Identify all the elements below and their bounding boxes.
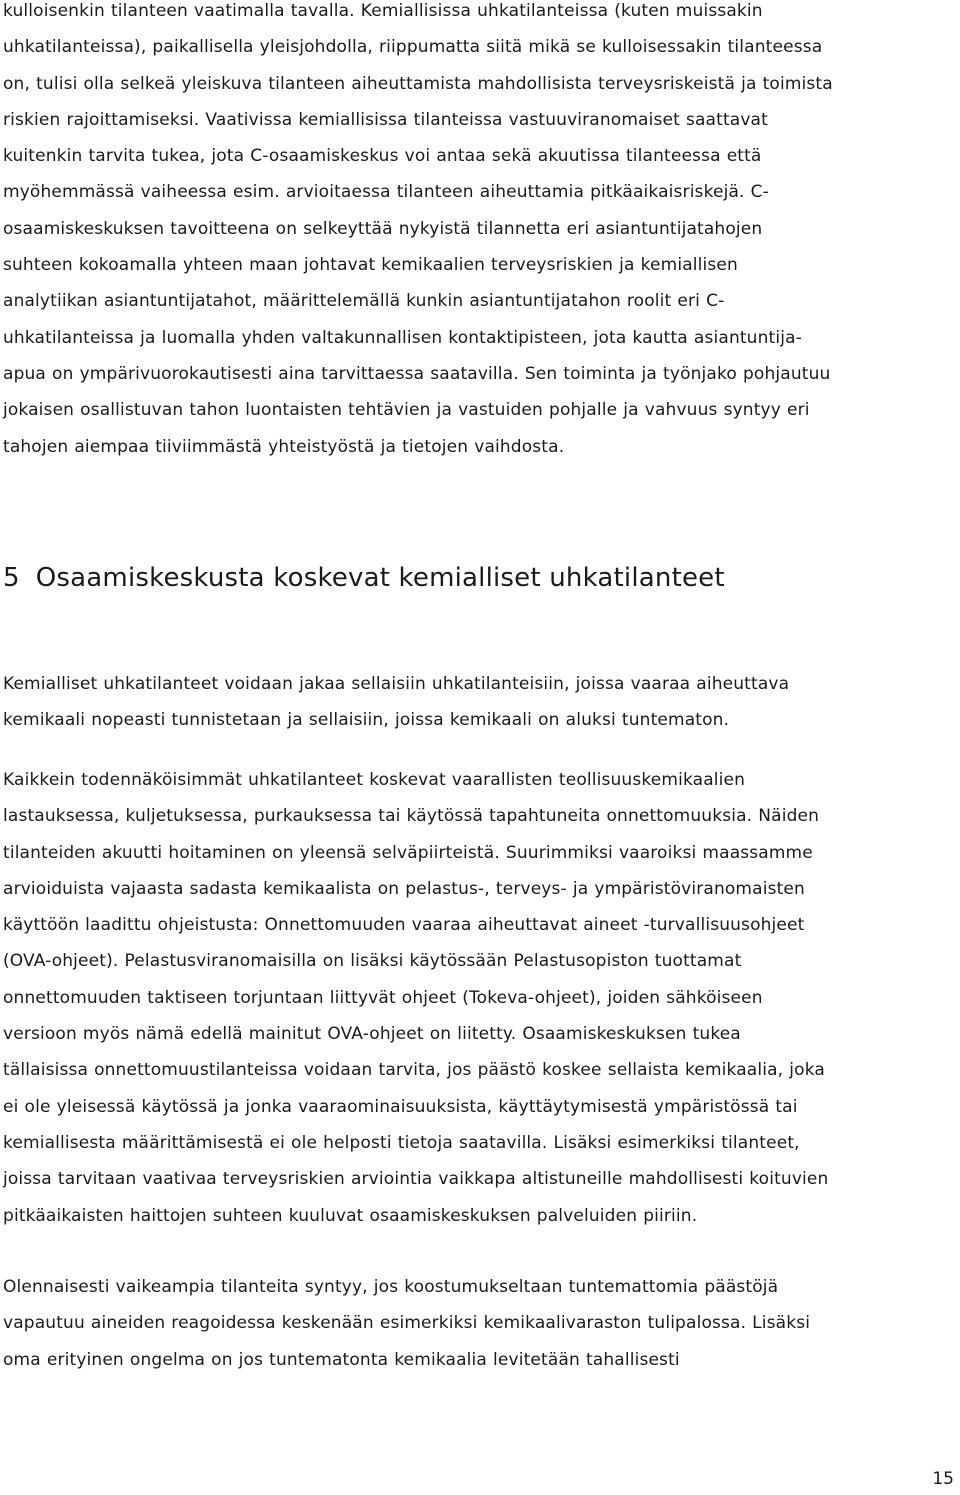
text-line: versioon myös nämä edellä mainitut OVA-ohjeet on liitetty. Osaamiskeskuksen tukea xyxy=(3,1024,741,1045)
text-line: suhteen kokoamalla yhteen maan johtavat kemikaalien terveysriskien ja kemiallisen xyxy=(3,255,738,276)
text-line: onnettomuuden taktiseen torjuntaan liittyvät ohjeet (Tokeva-ohjeet), joiden sähköiseen xyxy=(3,987,763,1008)
text-line: kuitenkin tarvita tukea, jota C-osaamiskeskus voi antaa sekä akuutissa tilanteessa että xyxy=(3,146,762,167)
text-line: jokaisen osallistuvan tahon luontaisten tehtävien ja vastuiden pohjalle ja vahvuus syntyy eri xyxy=(3,400,810,421)
paragraph-4 xyxy=(3,1269,953,1378)
text-line: käyttöön laadittu ohjeistusta: Onnettomuuden vaaraa aiheuttavat aineet -turvallisuusohjeet xyxy=(3,915,805,936)
section-number: 5 xyxy=(3,563,20,593)
text-line: ei ole yleisessä käytössä ja jonka vaaraominaisuuksista, käyttäytymisestä ympäristössä tai xyxy=(3,1096,798,1117)
text-line: oma erityinen ongelma on jos tuntematonta kemikaalia levitetään tahallisesti xyxy=(3,1349,680,1370)
text-line: vapautuu aineiden reagoidessa keskenään esimerkiksi kemikaalivaraston tulipalossa. Lisäksi xyxy=(3,1313,811,1334)
paragraph-1 xyxy=(3,0,953,465)
text-line: tällaisissa onnettomuustilanteissa voidaan tarvita, jos päästö koskee sellaista kemikaalia, joka xyxy=(3,1060,825,1081)
text-line: Kemialliset uhkatilanteet voidaan jakaa sellaisiin uhkatilanteisiin, joissa vaaraa aiheuttava xyxy=(3,674,790,694)
paragraph-2 xyxy=(3,666,953,739)
text-line: Kaikkein todennäköisimmät uhkatilanteet koskevat vaarallisten teollisuuskemikaalien xyxy=(3,770,746,790)
text-line: on, tulisi olla selkeä yleiskuva tilanteen aiheuttamista mahdollisista terveysriskeistä ja toimista xyxy=(3,73,833,94)
text-line: (OVA-ohjeet). Pelastusviranomaisilla on lisäksi käytössään Pelastusopiston tuottamat xyxy=(3,951,742,972)
text-line: myöhemmässä vaiheessa esim. arvioitaessa tilanteen aiheuttamia pitkäaikaisriskejä. C- xyxy=(3,182,769,203)
text-line: apua on ympärivuorokautisesti aina tarvittaessa saatavilla. Sen toiminta ja työnjako pohjautuu xyxy=(3,363,831,384)
text-line: uhkatilanteissa), paikallisella yleisjohdolla, riippumatta siitä mikä se kulloisessakin tilanteessa xyxy=(3,37,823,58)
text-line: uhkatilanteissa ja luomalla yhden valtakunnallisen kontaktipisteen, jota kautta asiantuntija- xyxy=(3,327,802,348)
page-number: 15 xyxy=(932,1469,954,1489)
text-line: analytiikan asiantuntijatahot, määrittelemällä kunkin asiantuntijatahon roolit eri C- xyxy=(3,291,725,312)
text-line: pitkäaikaisten haittojen suhteen kuuluvat osaamiskeskuksen palveluiden piiriin. xyxy=(3,1205,698,1226)
text-line: kulloisenkin tilanteen vaatimalla tavalla. Kemiallisissa uhkatilanteissa (kuten muissakin xyxy=(3,1,763,21)
section-heading xyxy=(3,558,725,598)
text-line: arvioiduista vajaasta sadasta kemikaalista on pelastus-, terveys- ja ympäristöviranomaisten xyxy=(3,878,805,899)
text-line: joissa tarvitaan vaativaa terveysriskien arviointia vaikkapa altistuneille mahdollisesti koituvien xyxy=(3,1169,829,1190)
text-line: riskien rajoittamiseksi. Vaativissa kemiallisissa tilanteissa vastuuviranomaiset saattavat xyxy=(3,109,768,130)
text-line: tilanteiden akuutti hoitaminen on yleensä selväpiirteistä. Suurimmiksi vaaroiksi maassamme xyxy=(3,842,813,863)
text-line: Olennaisesti vaikeampia tilanteita syntyy, jos koostumukseltaan tuntemattomia päästöjä xyxy=(3,1277,779,1297)
text-line: kemiallisesta määrittämisestä ei ole helposti tietoja saatavilla. Lisäksi esimerkiksi tilanteet, xyxy=(3,1132,800,1153)
text-line: tahojen aiempaa tiiviimmästä yhteistyöstä ja tietojen vaihdosta. xyxy=(3,436,565,457)
section-title: Osaamiskeskusta koskevat kemialliset uhkatilanteet xyxy=(35,563,725,593)
text-line: lastauksessa, kuljetuksessa, purkauksessa tai käytössä tapahtuneita onnettomuuksia. Näiden xyxy=(3,806,820,827)
paragraph-3 xyxy=(3,762,953,1234)
text-line: kemikaali nopeasti tunnistetaan ja sellaisiin, joissa kemikaali on aluksi tuntematon. xyxy=(3,710,730,731)
text-line: osaamiskeskuksen tavoitteena on selkeyttää nykyistä tilannetta eri asiantuntijatahojen xyxy=(3,218,763,239)
